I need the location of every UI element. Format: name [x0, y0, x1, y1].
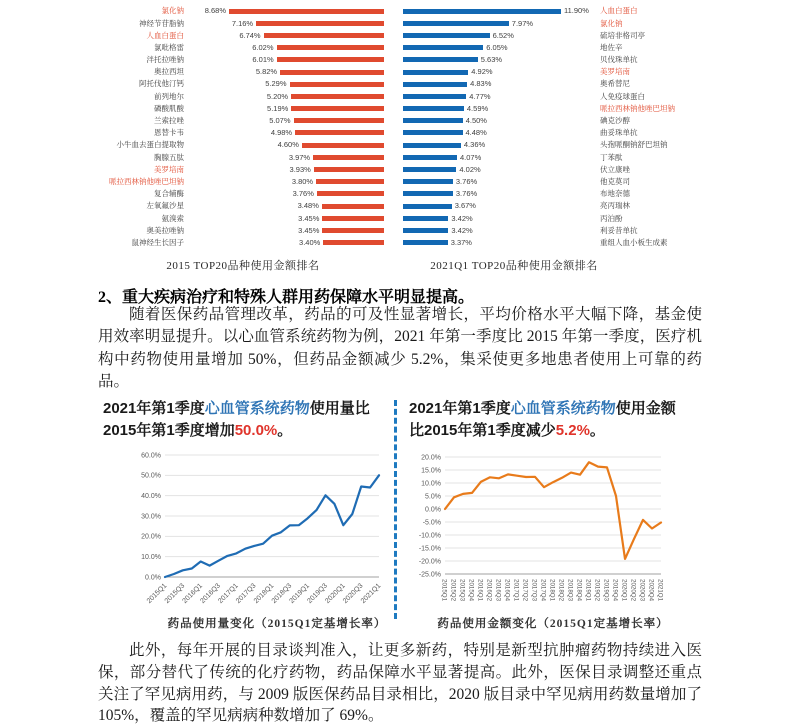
x-axis-tick-label: 2020Q4	[647, 579, 655, 602]
bar-row	[98, 127, 384, 139]
value-bar	[264, 33, 384, 38]
drug-name-label: 碘克沙醇	[600, 116, 630, 126]
drug-name-label: 哌拉西林钠他唑巴坦钠	[600, 103, 675, 113]
bar-row	[98, 188, 384, 200]
bar-value-label: 3.48%	[297, 201, 319, 211]
line-chart-svg	[98, 448, 398, 624]
bar-value-label: 6.05%	[486, 42, 508, 52]
x-axis-tick-label: 2020Q3	[638, 579, 646, 602]
bar-value-label: 4.02%	[459, 164, 481, 174]
bar-zone	[188, 44, 384, 52]
bar-row	[98, 54, 384, 66]
bar-value-label: 3.40%	[299, 237, 321, 247]
bar-value-label: 6.02%	[252, 42, 274, 52]
bar-zone	[403, 32, 596, 40]
drug-name-label: 氯化钠	[161, 6, 184, 16]
value-bar	[403, 191, 453, 196]
line-chart-usage-amount	[395, 448, 695, 631]
line-chart-left-title	[103, 398, 397, 441]
value-bar	[313, 155, 384, 160]
bar-row	[403, 115, 703, 127]
x-axis-tick-label: 2016Q1	[476, 579, 484, 602]
x-axis-tick-label: 2018Q4	[575, 579, 583, 602]
drug-name-label: 奥希替尼	[600, 79, 630, 89]
bar-value-label: 3.67%	[454, 201, 476, 211]
bar-value-label: 4.92%	[471, 67, 493, 77]
bar-value-label: 4.60%	[277, 140, 299, 150]
bar-row	[403, 188, 703, 200]
drug-name-label: 胸腺五肽	[154, 152, 184, 162]
bar-zone	[188, 68, 384, 76]
drug-name-label: 贝伐珠单抗	[600, 55, 638, 65]
bar-value-label: 3.76%	[455, 189, 478, 199]
bar-zone	[403, 105, 596, 113]
value-bar	[403, 94, 466, 99]
title-percent-highlight: 5.2%	[555, 421, 590, 439]
bar-zone	[188, 154, 384, 162]
value-bar	[403, 143, 461, 148]
bar-row	[403, 17, 703, 29]
drug-name-label: 美罗培南	[600, 67, 630, 77]
bar-row	[98, 212, 384, 224]
bar-row	[98, 90, 384, 102]
bar-zone	[188, 178, 384, 186]
drug-name-label: 他克莫司	[600, 176, 630, 186]
bar-value-label: 5.82%	[255, 67, 278, 77]
bar-chart-2021-caption: 2021Q1 TOP20品种使用金额排名	[430, 260, 598, 272]
value-bar	[291, 94, 384, 99]
bar-value-label: 4.83%	[470, 79, 492, 89]
drug-name-label: 利妥昔单抗	[600, 225, 638, 235]
bar-value-label: 3.76%	[292, 189, 314, 199]
drug-name-label: 氯化钠	[600, 18, 623, 28]
value-bar	[322, 216, 384, 221]
value-bar	[322, 228, 384, 233]
value-bar	[403, 45, 483, 50]
title-text: 使用金额比2015年第1季度减少	[409, 400, 676, 439]
bar-zone	[188, 166, 384, 174]
bar-row	[403, 224, 703, 236]
value-bar	[317, 191, 384, 196]
x-axis-tick-label: 2018Q1	[548, 579, 556, 602]
bar-value-label: 4.48%	[465, 128, 487, 138]
drug-name-label: 伏立康唑	[600, 164, 630, 174]
bar-row	[98, 66, 384, 78]
x-axis-tick-label: 2018Q1	[252, 582, 276, 606]
value-bar	[295, 130, 384, 135]
drug-name-label: 亮丙瑞林	[600, 201, 630, 211]
title-drug-highlight: 心血管系统药物	[204, 400, 310, 417]
bar-row	[403, 78, 703, 90]
drug-name-label: 人免疫球蛋白	[600, 91, 645, 101]
y-axis-tick-label: 50.0%	[141, 472, 161, 480]
paragraph-catalog-negotiation: 此外，每年开展的目录谈判准入，让更多新药，特别是新型抗肿瘤药物持续进入医保，部分替代了传统的化疗药物，药品保障水平显著提高。此外，医保目录调整还重点关注了罕见病用药，与 2009 版医保药品目录相比，2020 版目录中罕见病用药数量增加了 105%，覆盖的罕见病病种数增加了 69%。	[98, 642, 702, 725]
drug-name-label: 复合辅酶	[154, 189, 184, 199]
bar-value-label: 5.63%	[480, 55, 503, 65]
bar-value-label: 4.07%	[460, 152, 482, 162]
bar-zone	[188, 227, 384, 235]
bar-zone	[403, 117, 596, 125]
bar-chart-2015-top20	[98, 5, 384, 249]
y-axis-tick-label: 10.0%	[141, 554, 161, 562]
trend-line	[445, 462, 661, 559]
bar-value-label: 3.42%	[451, 213, 473, 223]
bar-zone	[403, 141, 596, 149]
bar-value-label: 3.42%	[451, 225, 473, 235]
x-axis-tick-label: 2017Q3	[235, 582, 258, 606]
bar-row	[403, 5, 703, 17]
x-axis-tick-label: 2018Q3	[270, 582, 294, 606]
bar-zone	[188, 80, 384, 88]
value-bar	[403, 228, 448, 233]
drug-name-label: 恩替卡韦	[154, 128, 184, 138]
drug-name-label: 小牛血去蛋白提取物	[116, 140, 184, 150]
drug-name-label: 丁苯酞	[600, 152, 623, 162]
bar-row	[98, 17, 384, 29]
line-chart-svg	[395, 448, 695, 626]
bar-row	[98, 163, 384, 175]
bar-zone	[403, 68, 596, 76]
bar-zone	[403, 129, 596, 137]
bar-row	[403, 127, 703, 139]
y-axis-tick-label: -25.0%	[418, 571, 441, 579]
bar-zone	[188, 20, 384, 28]
bar-chart-2015-caption: 2015 TOP20品种使用金额排名	[166, 260, 320, 272]
y-axis-tick-label: -15.0%	[418, 545, 441, 553]
bar-zone	[188, 32, 384, 40]
bar-row	[98, 103, 384, 115]
bar-value-label: 5.20%	[266, 91, 289, 101]
drug-name-label: 布地奈德	[600, 189, 630, 199]
value-bar	[403, 33, 490, 38]
x-axis-tick-label: 2021Q1	[359, 582, 383, 606]
bar-row	[98, 176, 384, 188]
bar-row	[98, 115, 384, 127]
x-axis-tick-label: 2015Q4	[467, 579, 475, 602]
value-bar	[229, 9, 384, 14]
bar-row	[403, 66, 703, 78]
x-axis-tick-label: 2019Q3	[306, 582, 329, 606]
value-bar	[322, 204, 384, 209]
bar-zone	[188, 215, 384, 223]
x-axis-tick-label: 2016Q3	[494, 579, 502, 602]
bar-zone	[403, 154, 596, 162]
y-axis-tick-label: 10.0%	[421, 480, 441, 488]
y-axis-tick-label: 60.0%	[141, 452, 161, 460]
y-axis-tick-label: -20.0%	[418, 558, 441, 566]
y-axis-tick-label: 0.0%	[145, 574, 161, 582]
value-bar	[403, 130, 463, 135]
value-bar	[403, 118, 463, 123]
value-bar	[323, 240, 384, 245]
bar-row	[98, 29, 384, 41]
x-axis-tick-label: 2016Q1	[181, 582, 205, 606]
bar-zone	[403, 93, 596, 101]
bar-value-label: 7.16%	[231, 18, 254, 28]
drug-name-label: 磷酸肌酸	[154, 103, 184, 113]
y-axis-tick-label: -5.0%	[422, 519, 441, 527]
line-chart-usage-volume	[98, 448, 398, 629]
bar-row	[98, 237, 384, 249]
paragraph-policy-reform: 随着医保药品管理改革，药品的可及性显著增长，平均价格水平大幅下降，基金使用效率明显提升。以心血管系统药物为例，2021 年第一季度比 2015 年第一季度，医疗机构中药物使用量增加 50%，但药品金额减少 5.2%，集采使更多地患者使用上可靠的药品。	[98, 306, 702, 390]
value-bar	[403, 106, 464, 111]
drug-name-label: 重组人血小板生成素	[600, 237, 668, 247]
value-bar	[403, 9, 561, 14]
bar-zone	[403, 215, 596, 223]
bar-value-label: 11.90%	[564, 6, 589, 16]
line-chart-volume-caption: 药品使用量变化（2015Q1定基增长率）	[167, 618, 387, 630]
x-axis-tick-label: 2015Q3	[458, 579, 466, 602]
bar-value-label: 3.93%	[289, 164, 311, 174]
title-drug-highlight: 心血管系统药物	[510, 400, 616, 417]
drug-name-label: 头孢哌酮钠舒巴坦钠	[600, 140, 668, 150]
drug-name-label: 阿托伐他汀钙	[139, 79, 184, 89]
bar-zone	[403, 178, 596, 186]
line-chart-amount-caption: 药品使用金额变化（2015Q1定基增长率）	[437, 618, 669, 630]
x-axis-tick-label: 2020Q1	[620, 579, 628, 602]
bar-value-label: 3.80%	[291, 176, 314, 186]
x-axis-tick-label: 2018Q3	[566, 579, 574, 602]
bar-value-label: 6.01%	[252, 55, 274, 65]
bar-zone	[403, 80, 596, 88]
bar-row	[403, 42, 703, 54]
bar-row	[403, 151, 703, 163]
y-axis-tick-label: 5.0%	[425, 493, 441, 501]
drug-name-label: 奥美拉唑钠	[146, 225, 184, 235]
bar-zone	[403, 7, 596, 15]
bar-zone	[188, 202, 384, 210]
bar-row	[98, 151, 384, 163]
title-text: 2021年第1季度	[103, 400, 205, 417]
bar-row	[98, 42, 384, 54]
x-axis-tick-label: 2019Q1	[288, 582, 312, 606]
bar-row	[403, 237, 703, 249]
drug-name-label: 左氧氟沙星	[146, 201, 184, 211]
bar-row	[403, 212, 703, 224]
value-bar	[403, 240, 448, 245]
y-axis-tick-label: -10.0%	[418, 532, 441, 540]
drug-name-label: 氯吡格雷	[154, 42, 184, 52]
drug-name-label: 兰索拉唑	[154, 116, 184, 126]
bar-row	[403, 139, 703, 151]
drug-name-label: 硫培非格司亭	[600, 30, 645, 40]
x-axis-tick-label: 2020Q2	[629, 579, 637, 602]
title-text: 。	[589, 421, 605, 439]
drug-name-label: 氨溴索	[161, 213, 184, 223]
value-bar	[403, 155, 457, 160]
bar-value-label: 4.50%	[465, 116, 487, 126]
bar-row	[98, 224, 384, 236]
y-axis-tick-label: 20.0%	[141, 533, 161, 541]
drug-name-label: 地佐辛	[600, 42, 623, 52]
value-bar	[403, 179, 453, 184]
drug-name-label: 前列地尔	[154, 91, 184, 101]
bar-zone	[188, 117, 384, 125]
drug-name-label: 美罗培南	[154, 164, 184, 174]
bar-row	[98, 139, 384, 151]
x-axis-tick-label: 2017Q1	[512, 579, 520, 602]
bar-value-label: 3.97%	[288, 152, 311, 162]
drug-name-label: 曲妥珠单抗	[600, 128, 638, 138]
bar-value-label: 4.98%	[270, 128, 293, 138]
value-bar	[302, 143, 384, 148]
value-bar	[403, 57, 478, 62]
bar-value-label: 3.45%	[298, 213, 320, 223]
bar-value-label: 3.45%	[298, 225, 320, 235]
bar-zone	[188, 56, 384, 64]
y-axis-tick-label: 30.0%	[141, 513, 161, 521]
bar-zone	[188, 239, 384, 247]
x-axis-tick-label: 2020Q3	[342, 582, 365, 606]
drug-name-label: 神经节苷脂钠	[139, 18, 184, 28]
x-axis-tick-label: 2017Q3	[530, 579, 538, 602]
bar-zone	[188, 190, 384, 198]
value-bar	[403, 167, 456, 172]
value-bar	[403, 216, 448, 221]
x-axis-tick-label: 2016Q4	[503, 579, 511, 602]
x-axis-tick-label: 2021Q1	[656, 579, 664, 602]
bar-row	[98, 5, 384, 17]
bar-value-label: 4.36%	[463, 140, 486, 150]
value-bar	[280, 70, 384, 75]
bar-row	[403, 29, 703, 41]
value-bar	[291, 106, 384, 111]
value-bar	[277, 45, 385, 50]
title-text: 。	[277, 421, 293, 439]
x-axis-tick-label: 2020Q1	[324, 582, 347, 606]
value-bar	[290, 82, 385, 87]
x-axis-tick-label: 2017Q4	[539, 579, 547, 602]
x-axis-tick-label: 2017Q2	[521, 579, 529, 602]
bar-zone	[403, 190, 596, 198]
section-heading: 2、重大疾病治疗和特殊人群用药保障水平明显提高。	[98, 289, 475, 306]
value-bar	[403, 82, 467, 87]
value-bar	[256, 21, 384, 26]
y-axis-tick-label: 40.0%	[141, 493, 161, 501]
bar-zone	[403, 202, 596, 210]
x-axis-tick-label: 2015Q3	[163, 582, 187, 606]
x-axis-tick-label: 2015Q1	[145, 582, 169, 606]
bar-row	[403, 163, 703, 175]
bar-zone	[403, 44, 596, 52]
bar-zone	[188, 105, 384, 113]
x-axis-tick-label: 2019Q2	[593, 579, 601, 602]
bar-zone	[403, 20, 596, 28]
bar-zone	[188, 93, 384, 101]
x-axis-tick-label: 2019Q3	[602, 579, 610, 602]
title-text: 使用量比2015年第1季度增加	[103, 400, 370, 439]
bar-value-label: 4.77%	[469, 91, 491, 101]
drug-name-label: 人血白蛋白	[600, 6, 638, 16]
drug-name-label: 鼠神经生长因子	[131, 237, 184, 247]
drug-name-label: 丙泊酚	[600, 213, 623, 223]
bar-value-label: 3.76%	[455, 176, 478, 186]
bar-value-label: 5.29%	[265, 79, 287, 89]
top20-bar-charts	[98, 5, 703, 249]
title-percent-highlight: 50.0%	[234, 421, 278, 439]
value-bar	[403, 204, 452, 209]
bar-zone	[188, 141, 384, 149]
bar-zone	[188, 7, 384, 15]
bar-value-label: 4.59%	[466, 103, 489, 113]
x-axis-tick-label: 2016Q2	[485, 579, 493, 602]
bar-row	[403, 90, 703, 102]
bar-row	[403, 176, 703, 188]
x-axis-tick-label: 2016Q3	[199, 582, 222, 606]
value-bar	[403, 21, 509, 26]
value-bar	[314, 167, 384, 172]
y-axis-tick-label: 0.0%	[425, 506, 441, 514]
bar-value-label: 8.68%	[204, 6, 226, 16]
bar-value-label: 6.74%	[239, 30, 261, 40]
trend-line	[165, 475, 379, 577]
y-axis-tick-label: 15.0%	[421, 467, 441, 475]
drug-name-label: 奥拉西坦	[154, 67, 184, 77]
bar-zone	[188, 129, 384, 137]
bar-chart-2021q1-top20	[403, 5, 703, 249]
value-bar	[403, 70, 468, 75]
bar-zone	[403, 166, 596, 174]
value-bar	[316, 179, 384, 184]
x-axis-tick-label: 2015Q1	[440, 579, 448, 602]
drug-name-label: 人血白蛋白	[146, 30, 184, 40]
value-bar	[277, 57, 384, 62]
x-axis-tick-label: 2019Q4	[611, 579, 619, 602]
bar-value-label: 5.07%	[269, 116, 291, 126]
bar-row	[403, 54, 703, 66]
bar-value-label: 5.19%	[267, 103, 289, 113]
bar-row	[98, 78, 384, 90]
drug-name-label: 哌拉西林钠他唑巴坦钠	[109, 176, 184, 186]
x-axis-tick-label: 2018Q2	[557, 579, 565, 602]
bar-zone	[403, 56, 596, 64]
bar-zone	[403, 227, 596, 235]
x-axis-tick-label: 2019Q1	[584, 579, 592, 602]
x-axis-tick-label: 2017Q1	[217, 582, 240, 606]
bar-zone	[403, 239, 596, 247]
y-axis-tick-label: 20.0%	[421, 454, 441, 462]
bar-value-label: 3.37%	[450, 237, 472, 247]
bar-row	[403, 200, 703, 212]
drug-name-label: 泮托拉唑钠	[146, 55, 184, 65]
bar-value-label: 7.97%	[511, 18, 534, 28]
x-axis-tick-label: 2015Q2	[449, 579, 457, 602]
line-chart-right-title	[409, 398, 681, 441]
bar-row	[98, 200, 384, 212]
value-bar	[294, 118, 385, 123]
title-text: 2021年第1季度	[409, 400, 511, 417]
bar-row	[403, 103, 703, 115]
bar-value-label: 6.52%	[492, 30, 514, 40]
